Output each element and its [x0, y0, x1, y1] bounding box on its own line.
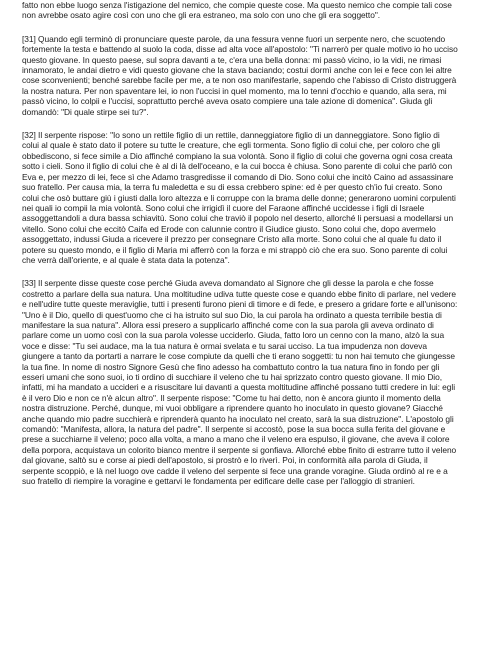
paragraph-31: [31] Quando egli terminò di pronunciare queste parole, da una fessura venne fuori un serpente nero, che scuotendo fortemente la testa e battendo al suolo la coda, disse ad alta voce all'apostolo: "Ti narrerò per quale motivo io ho ucciso questo giovane. In questo paese, sul sopra davanti a te, c'era una bella donna: mi passò vicino, io la vidi, ne rimasi innamorato, le andai dietro e vidi questo giovane che la stava baciando; costui dormì anche con lei e fece con lei altre cose sconvenienti; benché sarebbe facile per me, a te non oso manifestarle, sapendo che l'abisso di Cristo distruggerà la nostra natura. Per non spaventare lei, io non l'uccisi in quel momento, ma lo tenni d'occhio e quando, alla sera, mi passò vicino, lo colpii e l'uccisi, soprattutto perché aveva osato compiere una tale azione di domenica". Giuda gli domandò: "Di quale stirpe sei tu?". [22, 33, 458, 117]
paragraph-32: [32] Il serpente rispose: "Io sono un rettile figlio di un rettile, danneggiatore figlio di un danneggiatore. Sono figlio di colui al quale è stato dato il potere su tutte le creature, che egli tormenta. Sono figlio di colui che, per coloro che gli obbediscono, si fece simile a Dio affinché compiano la sua volontà. Sono il figlio di colui che governa ogni cosa creata sotto i cieli. Sono il figlio di colui che è al di là dell'oceano, e la cui bocca è chiusa. Sono parente di colui che parlò con Eva e, per mezzo di lei, fece sì che Adamo trasgredisse il comando di Dio. Sono colui che incitò Caino ad assassinare suo fratello. Per causa mia, la terra fu maledetta e su di essa crebbero spine: ed è per questo ch'io fui creato. Sono colui che osò buttare giù i giusti dalla loro altezza e li corruppe con la brama delle donne; generarono uomini corpulenti nei quali io compii la mia volontà. Sono colui che irrigidì il cuore del Faraone affinché uccidesse i figli di Israele assoggettandoli a dura bassa schiavitù. Sono colui che traviò il popolo nel deserto, allorché li persuasi a modellarsi un vitello. Sono colui che eccitò Caifa ed Erode con calunnie contro il Giudice giusto. Sono colui che, dopo avermelo assoggettato, indussi Giuda a ricevere il prezzo per consegnare Cristo alla morte. Sono colui che al quale fu dato il potere su questo mondo, e il figlio di Maria mi afferrò con la forza e mi strappò ciò che era suo. Sono parente di colui che verrà dall'oriente, e al quale è stata data la potenza". [22, 130, 456, 265]
paragraph-continuation: fatto non ebbe luogo senza l'istigazione del nemico, che compie queste cose. Ma questo nemico che compie tali cose non avrebbe osato agire così con uno che gli era estraneo, ma solo con uno che gli era soggetto". [22, 0, 452, 21]
paragraph-33: [33] Il serpente disse queste cose perché Giuda aveva domandato al Signore che gli desse la parola e che fosse costretto a parlare della sua natura. Una moltitudine udiva tutte queste cose e quando ebbe finito di parlare, nel vedere e nell'udire tutte queste meraviglie, tutti i presenti furono pieni di timore e di fede, e presero a gridare forte e all'unisono: "Uno è il Dio, quello di quest'uomo che ci ha istruito sul suo Dio, la cui parola ha ordinato a questa terribile bestia di manifestare la sua natura". Allora essi presero a supplicarlo affinché come con la sua parola gli aveva ordinato di parlare come un uomo così con la sua parola volesse ucciderlo. Giuda, fatto loro un cenno con la mano, alzò la sua voce e disse: "Tu sei audace, ma la tua natura è ormai svelata e tu sarai ucciso. La tua impudenza non doveva giungere a tanto da portarti a narrare le cose compiute da quelli che ti erano soggetti: tu non hai temuto che giungesse la tua fine. In nome di nostro Signore Gesù che fino adesso ha combattuto contro la tua natura fino in fondo per gli esseri umani che sono suoi, io ti ordino di succhiare il veleno che tu hai sprizzato contro questo giovane. Il mio Dio, infatti, mi ha mandato a uccideri e a risuscitare lui davanti a questa moltitudine affinché possano tutti credere in lui: egli è il vero Dio e non ce n'è alcun altro". Il serpente rispose: "Come tu hai detto, non è ancora giunto il momento della nostra distruzione. Perché, dunque, mi vuoi obbligare a riprendere quanto ho inoculato in questo giovane? Giacché anche quando mio padre succhierà e riprenderà quanto ha inoculato nel creato, sarà la sua distruzione". L'apostolo gli comandò: "Manifesta, allora, la natura del padre". Il serpente si accostò, pose la sua bocca sulla ferita del giovane e prese a succhiarne il veleno; poco alla volta, a mano a mano che il veleno era espulso, il giovane, che aveva il colore della porpora, acquistava un colorito bianco mentre il serpente si gonfiava. Allorché ebbe finito di estrarre tutto il veleno dal giovane, saltò su e corse ai piedi dell'apostolo, si prostrò e lo riverì. Poi, in conformità alla parola di Giuda, il serpente scoppiò, e là nel luogo ove cadde il veleno del serpente si fece una grande voragine. Giuda ordinò al re e a suo fratello di riempire la voragine e gettarvi le fondamenta per edificare delle case per l'alloggio di stranieri. [22, 278, 458, 487]
